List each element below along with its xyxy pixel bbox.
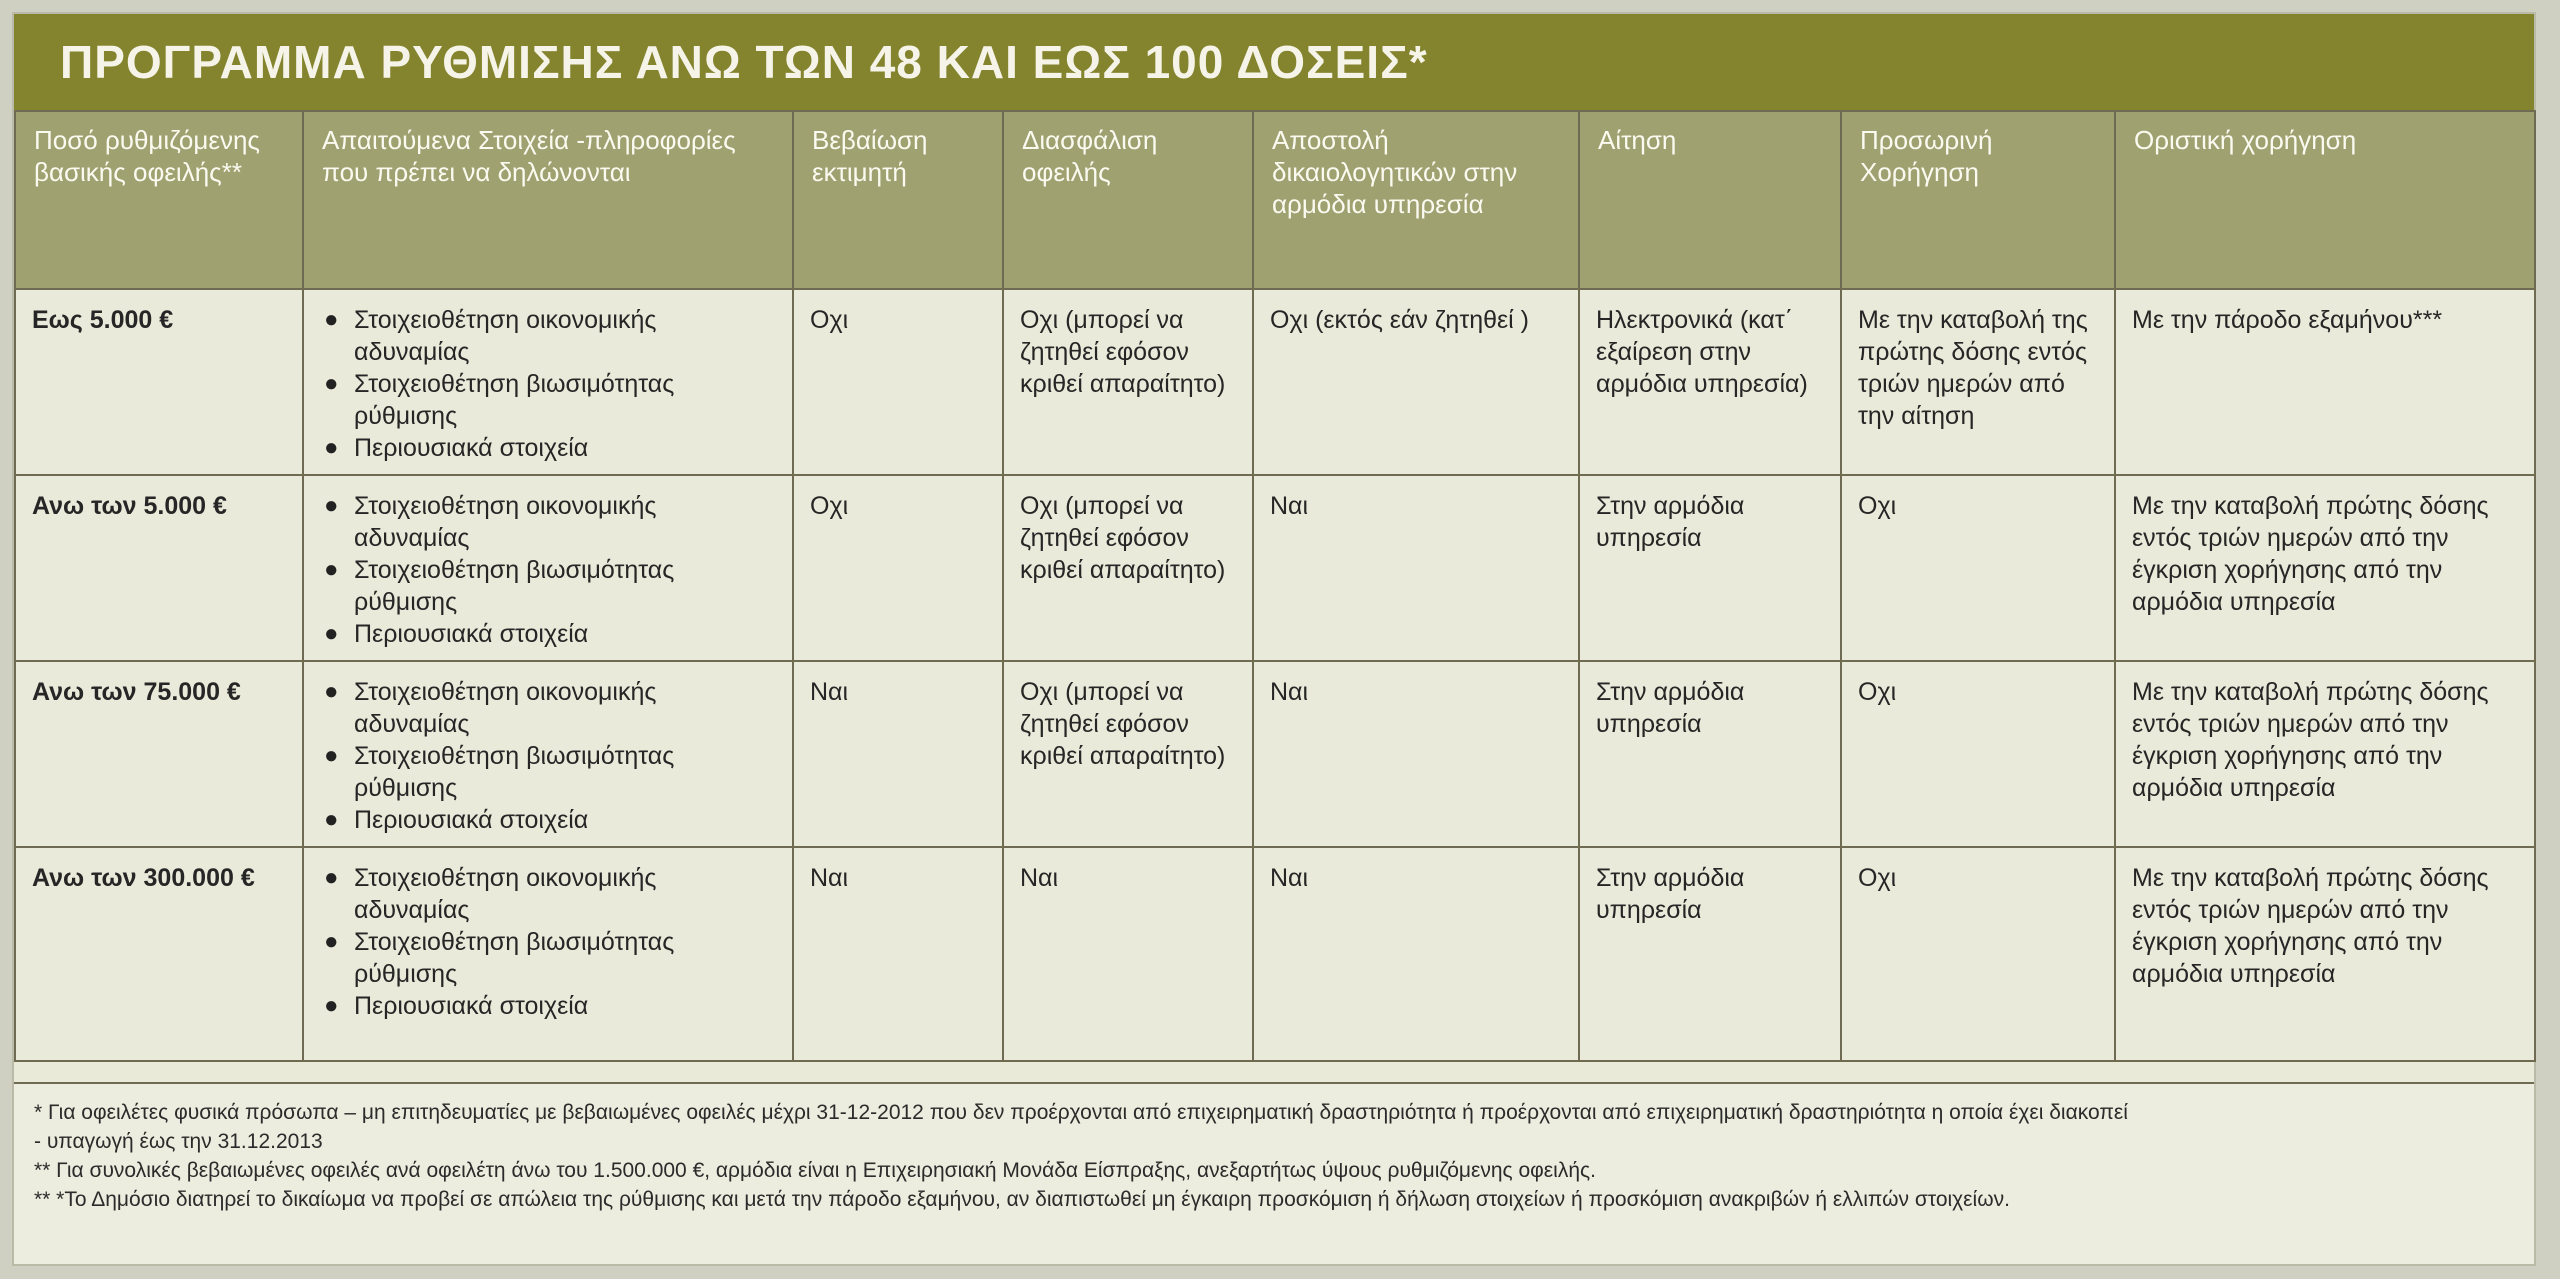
- bullet-icon: ●: [324, 806, 339, 833]
- list-item: [320, 740, 776, 804]
- list-item-text: Περιουσιακά στοιχεία: [354, 806, 589, 834]
- list-item-text: Περιουσιακά στοιχεία: [354, 434, 589, 462]
- header-final: Οριστική χορήγηση: [2115, 111, 2535, 289]
- header-security: Διασφάλιση οφειλής: [1003, 111, 1253, 289]
- final-cell: Με την πάροδο εξαμήνου***: [2115, 289, 2535, 475]
- footnote: * Για οφειλέτες φυσικά πρόσωπα – μη επιτηδευματίες με βεβαιωμένες οφειλές μέχρι 31-12-2012 που δεν προέρχονται από επιχειρηματική δραστηριότητα ή προέρχονται από επιχειρηματική δραστηριότητα η οποία έχει διακοπεί: [34, 1101, 2128, 1124]
- document-page: [14, 14, 2534, 1264]
- bullet-icon: ●: [324, 864, 339, 891]
- required-info-list: [320, 490, 776, 650]
- list-item: [320, 432, 776, 464]
- application-cell: Ηλεκτρονικά (κατ΄ εξαίρεση στην αρμόδια υπηρεσία): [1579, 289, 1841, 475]
- security-cell: Ναι: [1003, 847, 1253, 1061]
- required-info-cell: [303, 475, 793, 661]
- header-row: [15, 111, 2535, 289]
- header-valuation: Βεβαίωση εκτιμητή: [793, 111, 1003, 289]
- provisional-cell: Με την καταβολή της πρώτης δόσης εντός τριών ημερών από την αίτηση: [1841, 289, 2115, 475]
- required-info-list: [320, 676, 776, 836]
- bullet-icon: ●: [324, 928, 339, 955]
- table-title: ΠΡΟΓΡΑΜΜΑ ΡΥΘΜΙΣΗΣ ΑΝΩ ΤΩΝ 48 ΚΑΙ ΕΩΣ 100 ΔΟΣΕΙΣ*: [14, 14, 2534, 110]
- bullet-icon: ●: [324, 620, 339, 647]
- list-item: [320, 862, 776, 926]
- table-row: [15, 661, 2535, 847]
- required-info-cell: [303, 661, 793, 847]
- final-cell: Με την καταβολή πρώτης δόσης εντός τριών ημερών από την έγκριση χορήγησης από την αρμόδια υπηρεσία: [2115, 475, 2535, 661]
- valuation-cell: Ναι: [793, 661, 1003, 847]
- footnote: ** *Το Δημόσιο διατηρεί το δικαίωμα να προβεί σε απώλεια της ρύθμισης και μετά την πάροδο εξαμήνου, αν διαπιστωθεί μη έγκαιρη προσκόμιση ή δήλωση στοιχείων ή προσκόμιση ανακριβών ή ελλιπών στοιχείων.: [34, 1188, 2010, 1211]
- list-item: [320, 926, 776, 990]
- valuation-cell: Οχι: [793, 475, 1003, 661]
- list-item: [320, 676, 776, 740]
- final-cell: Με την καταβολή πρώτης δόσης εντός τριών ημερών από την έγκριση χορήγησης από την αρμόδια υπηρεσία: [2115, 661, 2535, 847]
- required-info-cell: [303, 847, 793, 1061]
- list-item: [320, 490, 776, 554]
- bullet-icon: ●: [324, 556, 339, 583]
- list-item-text: Στοιχειοθέτηση οικονομικής αδυναμίας: [354, 492, 657, 552]
- table-row: [15, 847, 2535, 1061]
- list-item: [320, 618, 776, 650]
- list-item: [320, 368, 776, 432]
- list-item-text: Στοιχειοθέτηση βιωσιμότητας ρύθμισης: [354, 556, 675, 616]
- list-item: [320, 990, 776, 1022]
- header-documents: Αποστολή δικαιολογητικών στην αρμόδια υπηρεσία: [1253, 111, 1579, 289]
- application-cell: Στην αρμόδια υπηρεσία: [1579, 475, 1841, 661]
- list-item: [320, 554, 776, 618]
- application-cell: Στην αρμόδια υπηρεσία: [1579, 661, 1841, 847]
- bullet-icon: ●: [324, 370, 339, 397]
- header-amount: Ποσό ρυθμιζόμενης βασικής οφειλής**: [15, 111, 303, 289]
- header-application: Αίτηση: [1579, 111, 1841, 289]
- provisional-cell: Οχι: [1841, 847, 2115, 1061]
- security-cell: Οχι (μπορεί να ζητηθεί εφόσον κριθεί απαραίτητο): [1003, 475, 1253, 661]
- amount-cell: Ανω των 5.000 €: [15, 475, 303, 661]
- required-info-list: [320, 862, 776, 1022]
- bullet-icon: ●: [324, 992, 339, 1019]
- amount-cell: Ανω των 300.000 €: [15, 847, 303, 1061]
- list-item: [320, 804, 776, 836]
- security-cell: Οχι (μπορεί να ζητηθεί εφόσον κριθεί απαραίτητο): [1003, 289, 1253, 475]
- bullet-icon: ●: [324, 492, 339, 519]
- list-item-text: Στοιχειοθέτηση οικονομικής αδυναμίας: [354, 864, 657, 924]
- valuation-cell: Οχι: [793, 289, 1003, 475]
- bullet-icon: ●: [324, 678, 339, 705]
- amount-cell: Εως 5.000 €: [15, 289, 303, 475]
- list-item-text: Περιουσιακά στοιχεία: [354, 992, 589, 1020]
- required-info-list: [320, 304, 776, 464]
- provisional-cell: Οχι: [1841, 475, 2115, 661]
- header-required-info: Απαιτούμενα Στοιχεία -πληροφορίες που πρέπει να δηλώνονται: [303, 111, 793, 289]
- bullet-icon: ●: [324, 306, 339, 333]
- list-item-text: Στοιχειοθέτηση οικονομικής αδυναμίας: [354, 678, 657, 738]
- header-provisional: Προσωρινή Χορήγηση: [1841, 111, 2115, 289]
- table-row: [15, 289, 2535, 475]
- list-item-text: Στοιχειοθέτηση βιωσιμότητας ρύθμισης: [354, 370, 675, 430]
- documents-cell: Ναι: [1253, 475, 1579, 661]
- list-item-text: Στοιχειοθέτηση βιωσιμότητας ρύθμισης: [354, 742, 675, 802]
- amount-cell: Ανω των 75.000 €: [15, 661, 303, 847]
- table-row: [15, 475, 2535, 661]
- installment-program-table: [14, 110, 2536, 1062]
- documents-cell: Οχι (εκτός εάν ζητηθεί ): [1253, 289, 1579, 475]
- list-item-text: Περιουσιακά στοιχεία: [354, 620, 589, 648]
- documents-cell: Ναι: [1253, 661, 1579, 847]
- footnote: - υπαγωγή έως την 31.12.2013: [34, 1130, 323, 1153]
- list-item-text: Στοιχειοθέτηση οικονομικής αδυναμίας: [354, 306, 657, 366]
- footnote: ** Για συνολικές βεβαιωμένες οφειλές ανά οφειλέτη άνω του 1.500.000 €, αρμόδια είναι η Επιχειρησιακή Μονάδα Είσπραξης, ανεξαρτήτως ύψους ρυθμιζόμενης οφειλής.: [34, 1159, 1596, 1182]
- bullet-icon: ●: [324, 742, 339, 769]
- provisional-cell: Οχι: [1841, 661, 2115, 847]
- footnotes: [14, 1082, 2534, 1264]
- required-info-cell: [303, 289, 793, 475]
- valuation-cell: Ναι: [793, 847, 1003, 1061]
- documents-cell: Ναι: [1253, 847, 1579, 1061]
- bullet-icon: ●: [324, 434, 339, 461]
- security-cell: Οχι (μπορεί να ζητηθεί εφόσον κριθεί απαραίτητο): [1003, 661, 1253, 847]
- final-cell: Με την καταβολή πρώτης δόσης εντός τριών ημερών από την έγκριση χορήγησης από την αρμόδια υπηρεσία: [2115, 847, 2535, 1061]
- list-item: [320, 304, 776, 368]
- application-cell: Στην αρμόδια υπηρεσία: [1579, 847, 1841, 1061]
- list-item-text: Στοιχειοθέτηση βιωσιμότητας ρύθμισης: [354, 928, 675, 988]
